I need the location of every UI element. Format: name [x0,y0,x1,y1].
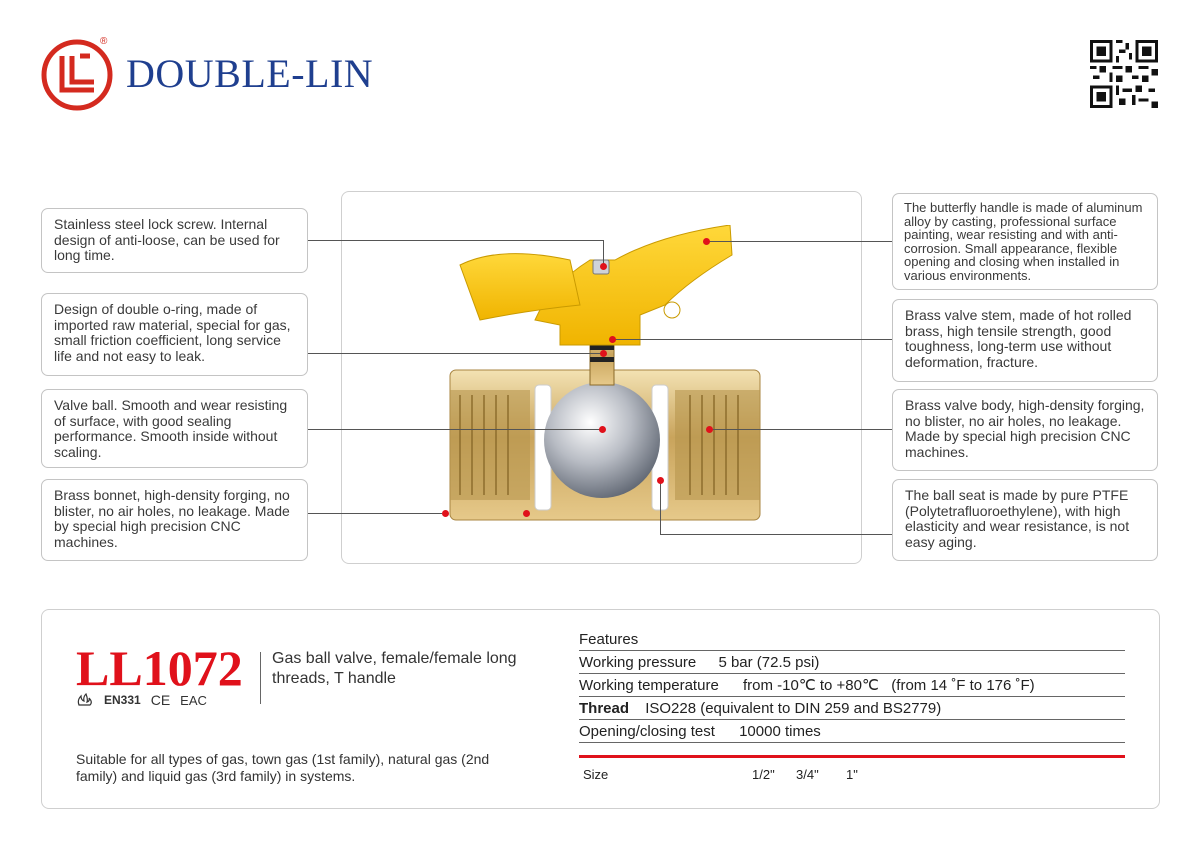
callout-valve-ball: Valve ball. Smooth and wear resisting of surface, with good sealing performance. Smooth inside without scaling. [41,389,308,468]
marker-dot [599,426,606,433]
spec-value: ISO228 (equivalent to DIN 259 and BS2779) [645,700,942,717]
spec-label: Thread [579,700,630,717]
callout-ball-seat: The ball seat is made by pure PTFE (Polytetrafluoroethylene), with high elasticity and wear resistance, is not easy aging. [892,479,1158,561]
table-rule [579,742,1125,743]
product-suitability: Suitable for all types of gas, town gas (1st family), natural gas (2nd family) and liquid gas (3rd family) in systems. [76,751,490,784]
certification-row [76,692,207,708]
brand-name: DOUBLE-LIN [126,51,374,96]
marker-dot [600,263,607,270]
leader-line [660,481,661,535]
leader-line [710,429,892,430]
leader-line [308,513,442,514]
spec-row-temperature [579,676,1125,696]
leader-line [660,534,892,535]
marker-dot [703,238,710,245]
divider [260,652,261,704]
spec-value: 10000 times [739,723,821,740]
leader-line [308,240,603,241]
gas-flame-icon [76,693,94,707]
spec-row-test [579,722,1125,742]
callout-valve-stem: Brass valve stem, made of hot rolled brass, high tensile strength, good toughness, long-term use without deformation, fracture. [892,299,1158,382]
brand-logo-icon [40,38,114,112]
model-number: LL1072 [76,640,243,696]
table-rule [579,696,1125,697]
product-description: Gas ball valve, female/female long threads, T handle [272,650,517,687]
callout-lock-screw: Stainless steel lock screw. Internal design of anti-loose, can be used for long time. [41,208,308,273]
table-rule [579,719,1125,720]
spec-label: Working pressure [579,654,697,671]
spec-label: Opening/closing test [579,723,715,740]
callout-valve-body: Brass valve body, high-density forging, no blister, no air holes, no leakage. Made by special high precision CNC machines. [892,389,1158,471]
marker-dot [706,426,713,433]
marker-dot [600,350,607,357]
marker-dot [442,510,449,517]
features-heading: Features [579,631,639,648]
qr-code-icon [1090,40,1158,108]
spec-row-thread [579,699,1125,719]
spec-value: 5 bar (72.5 psi) [718,654,820,671]
registered-mark: ® [100,36,108,47]
callout-butterfly-handle: The butterfly handle is made of aluminum alloy by casting, professional surface painting, wear resisting and with anti-corrosion. Small appearance, flexible opening and closing when installed in various environments. [892,193,1158,290]
leader-line [706,241,892,242]
cert-ce: CE [150,692,171,708]
size-option: 1/2" [752,767,775,782]
leader-line [612,339,892,340]
marker-dot [523,510,530,517]
table-rule [579,650,1125,651]
ball-valve-illustration [440,225,770,535]
spec-label: Working temperature [579,677,719,694]
callout-brass-bonnet: Brass bonnet, high-density forging, no blister, no air holes, no leakage. Made by special high precision CNC machines. [41,479,308,561]
spec-value: from -10℃ to +80℃ (from 14 ˚F to 176 ˚F) [742,677,1035,694]
marker-dot [657,477,664,484]
spec-row-pressure [579,653,1125,673]
leader-line [308,353,603,354]
callout-double-o-ring: Design of double o-ring, made of imported raw material, special for gas, small friction coefficient, long service life and not easy to leak. [41,293,308,376]
size-label: Size [583,767,609,782]
cert-eac: EAC [180,692,207,708]
marker-dot [609,336,616,343]
table-rule [579,673,1125,674]
cert-en331: EN331 [104,693,141,707]
leader-line [308,429,602,430]
size-option: 1" [846,767,858,782]
size-option: 3/4" [796,767,819,782]
accent-bar [579,755,1125,758]
